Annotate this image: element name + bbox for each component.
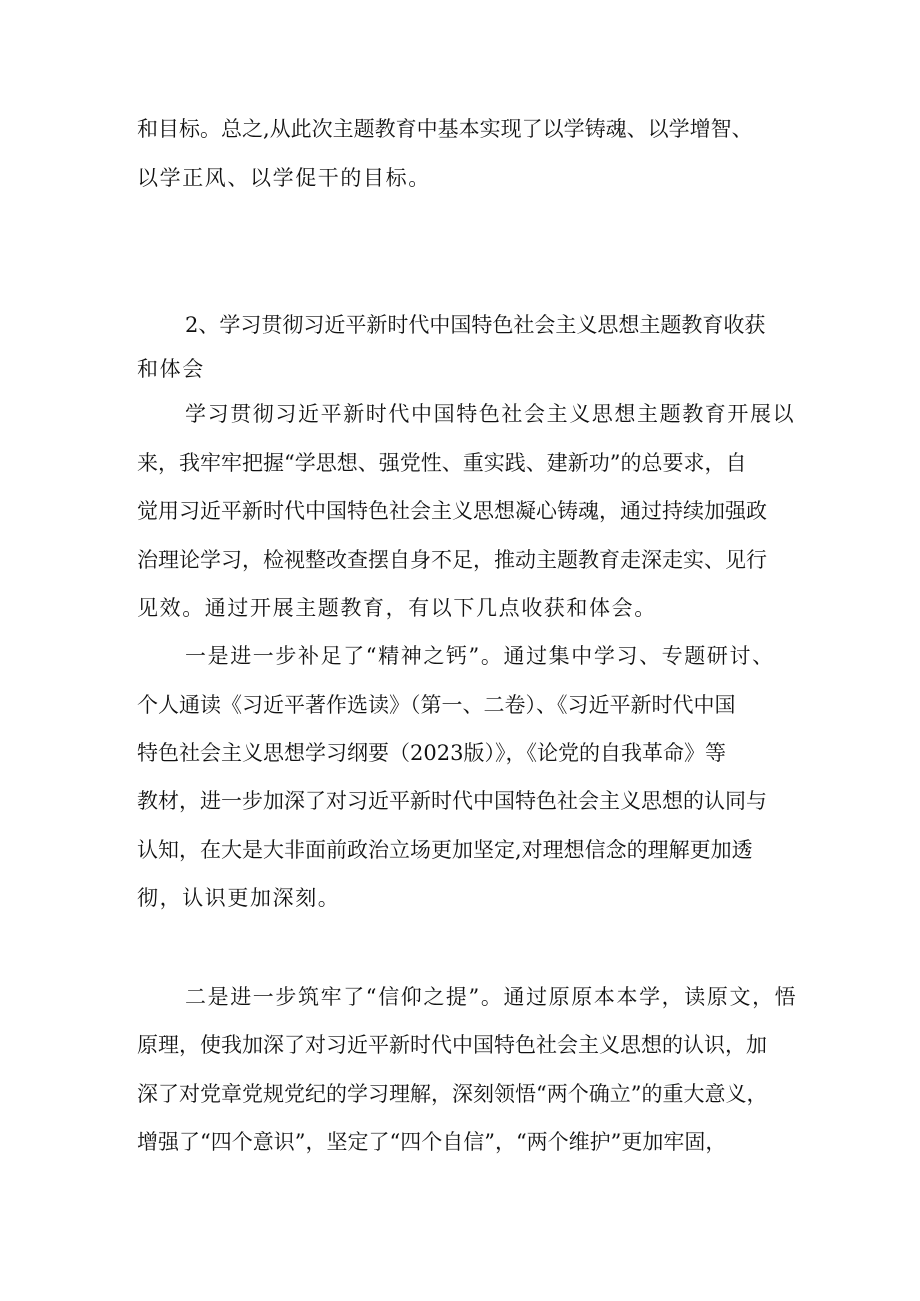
section-heading-line: 2、学习贯彻习近平新时代中国特色社会主义思想主题教育收获 — [185, 313, 766, 337]
paragraph-line: 二是进一步筑牢了“信仰之提”。通过原原本本学，读原文，悟 — [185, 985, 798, 1009]
paragraph-line: 增强了“四个意识”，坚定了“四个自信”，“两个维护”更加牢固， — [137, 1130, 727, 1154]
paragraph-line: 学习贯彻习近平新时代中国特色社会主义思想主题教育开展以 — [185, 402, 796, 426]
paragraph-line: 原理，使我加深了对习近平新时代中国特色社会主义思想的认识，加 — [137, 1033, 767, 1057]
paragraph-line: 个人通读《习近平著作选读》（第一、二卷）、《习近平新时代中国 — [137, 693, 736, 717]
paragraph-line: 彻，认识更加深刻。 — [137, 886, 341, 910]
intro-line: 和目标。总之,从此次主题教育中基本实现了以学铸魂、以学增智、 — [137, 117, 753, 141]
paragraph-line: 治理论学习，检视整改查摆自身不足，推动主题教育走深走实、见行 — [137, 548, 767, 572]
paragraph-line: 认知，在大是大非面前政治立场更加坚定,对理想信念的理解更加透 — [137, 838, 753, 862]
paragraph-line: 深了对党章党规党纪的学习理解，深刻领悟“两个确立”的重大意义， — [137, 1082, 768, 1106]
paragraph-line: 觉用习近平新时代中国特色社会主义思想凝心铸魂，通过持续加强政 — [137, 499, 767, 523]
paragraph-line: 见效。通过开展主题教育，有以下几点收获和体会。 — [137, 596, 657, 620]
paragraph-line: 一是进一步补足了“精神之钙”。通过集中学习、专题研讨、 — [185, 644, 775, 668]
intro-line: 以学正风、以学促干的目标。 — [137, 166, 431, 190]
paragraph-line: 特色社会主义思想学习纲要（2023版）》，《论党的自我革命》等 — [137, 741, 726, 765]
paragraph-line: 教材，进一步加深了对习近平新时代中国特色社会主义思想的认同与 — [137, 789, 767, 813]
section-heading-line: 和体会 — [137, 357, 205, 381]
paragraph-line: 来，我牢牢把握“学思想、强党性、重实践、建新功”的总要求，自 — [137, 451, 747, 475]
